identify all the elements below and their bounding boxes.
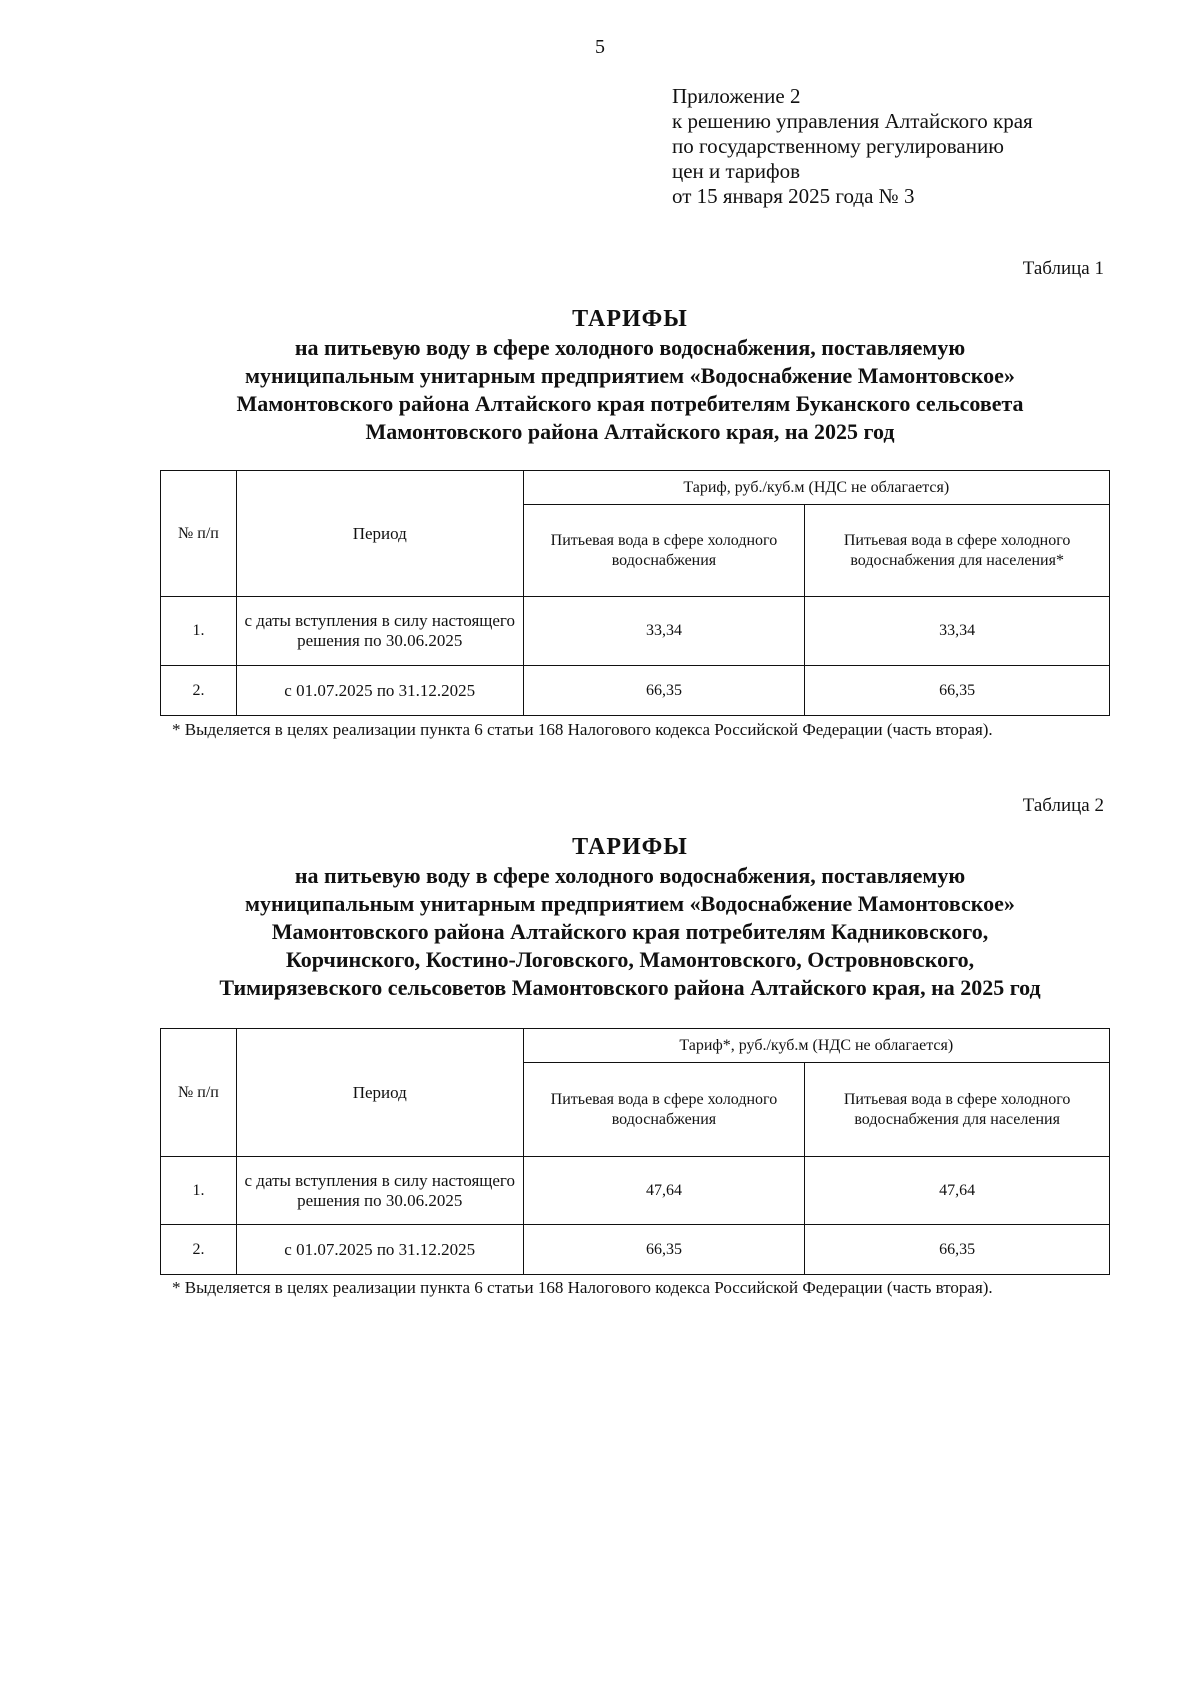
title-line: на питьевую воду в сфере холодного водоснабжения, поставляемую [294, 335, 966, 360]
header-num: № п/п [161, 471, 237, 597]
appendix-line: к решению управления Алтайского края [672, 109, 1033, 133]
title-line: муниципальным унитарным предприятием «Водоснабжение Мамонтовское» [245, 891, 1015, 916]
header-col2: Питьевая вода в сфере холодного водоснабжения для населения* [805, 505, 1110, 597]
table-2-label: Таблица 2 [1022, 795, 1104, 816]
title-line: Корчинского, Костино-Логовского, Мамонтовского, Островновского, [285, 947, 975, 972]
table-2-footnote: * Выделяется в целях реализации пункта 6 статьи 168 Налогового кодекса Российской Федерации (часть вторая). [172, 1278, 993, 1297]
title-line: на питьевую воду в сфере холодного водоснабжения, поставляемую [294, 863, 966, 888]
header-period: Период [236, 471, 523, 597]
row-value-2: 47,64 [805, 1157, 1110, 1225]
row-value-2: 33,34 [805, 597, 1110, 666]
table-2-title [150, 832, 1110, 1002]
table-1-title [150, 304, 1110, 446]
appendix-block [672, 84, 1033, 209]
row-period: с даты вступления в силу настоящего решения по 30.06.2025 [236, 1157, 523, 1225]
table-1-footnote: * Выделяется в целях реализации пункта 6 статьи 168 Налогового кодекса Российской Федерации (часть вторая). [172, 720, 993, 739]
title-line: Мамонтовского района Алтайского края потребителям Кадниковского, [271, 919, 989, 944]
title-main: ТАРИФЫ [572, 834, 688, 860]
row-period: с даты вступления в силу настоящего решения по 30.06.2025 [236, 597, 523, 666]
table-1-label: Таблица 1 [1022, 258, 1104, 279]
row-period: с 01.07.2025 по 31.12.2025 [236, 666, 523, 716]
row-num: 2. [161, 1225, 237, 1275]
table-row [161, 1225, 1110, 1275]
header-num: № п/п [161, 1029, 237, 1157]
table-row [161, 1157, 1110, 1225]
row-value-1: 47,64 [523, 1157, 805, 1225]
title-line: Тимирязевского сельсоветов Мамонтовского района Алтайского края, на 2025 год [219, 975, 1041, 1000]
row-value-1: 66,35 [523, 666, 805, 716]
row-value-1: 66,35 [523, 1225, 805, 1275]
row-period: с 01.07.2025 по 31.12.2025 [236, 1225, 523, 1275]
appendix-line: по государственному регулированию [672, 134, 1004, 158]
title-line: Мамонтовского района Алтайского края, на 2025 год [365, 419, 895, 444]
tariff-table-2 [160, 1028, 1110, 1275]
header-tariff: Тариф*, руб./куб.м (НДС не облагается) [523, 1029, 1109, 1063]
table-row [161, 666, 1110, 716]
appendix-line: от 15 января 2025 года № 3 [672, 184, 915, 208]
row-num: 1. [161, 597, 237, 666]
header-period: Период [236, 1029, 523, 1157]
title-main: ТАРИФЫ [572, 306, 688, 332]
tariff-table-1 [160, 470, 1110, 716]
header-col1: Питьевая вода в сфере холодного водоснабжения [523, 505, 805, 597]
page-number: 5 [595, 36, 605, 58]
header-tariff: Тариф, руб./куб.м (НДС не облагается) [523, 471, 1109, 505]
row-value-2: 66,35 [805, 1225, 1110, 1275]
table-row [161, 597, 1110, 666]
row-num: 2. [161, 666, 237, 716]
row-num: 1. [161, 1157, 237, 1225]
row-value-2: 66,35 [805, 666, 1110, 716]
header-col1: Питьевая вода в сфере холодного водоснабжения [523, 1063, 805, 1157]
appendix-line: Приложение 2 [672, 84, 801, 108]
appendix-line: цен и тарифов [672, 159, 801, 183]
title-line: Мамонтовского района Алтайского края потребителям Буканского сельсовета [236, 391, 1024, 416]
title-line: муниципальным унитарным предприятием «Водоснабжение Мамонтовское» [245, 363, 1015, 388]
row-value-1: 33,34 [523, 597, 805, 666]
header-col2: Питьевая вода в сфере холодного водоснабжения для населения [805, 1063, 1110, 1157]
